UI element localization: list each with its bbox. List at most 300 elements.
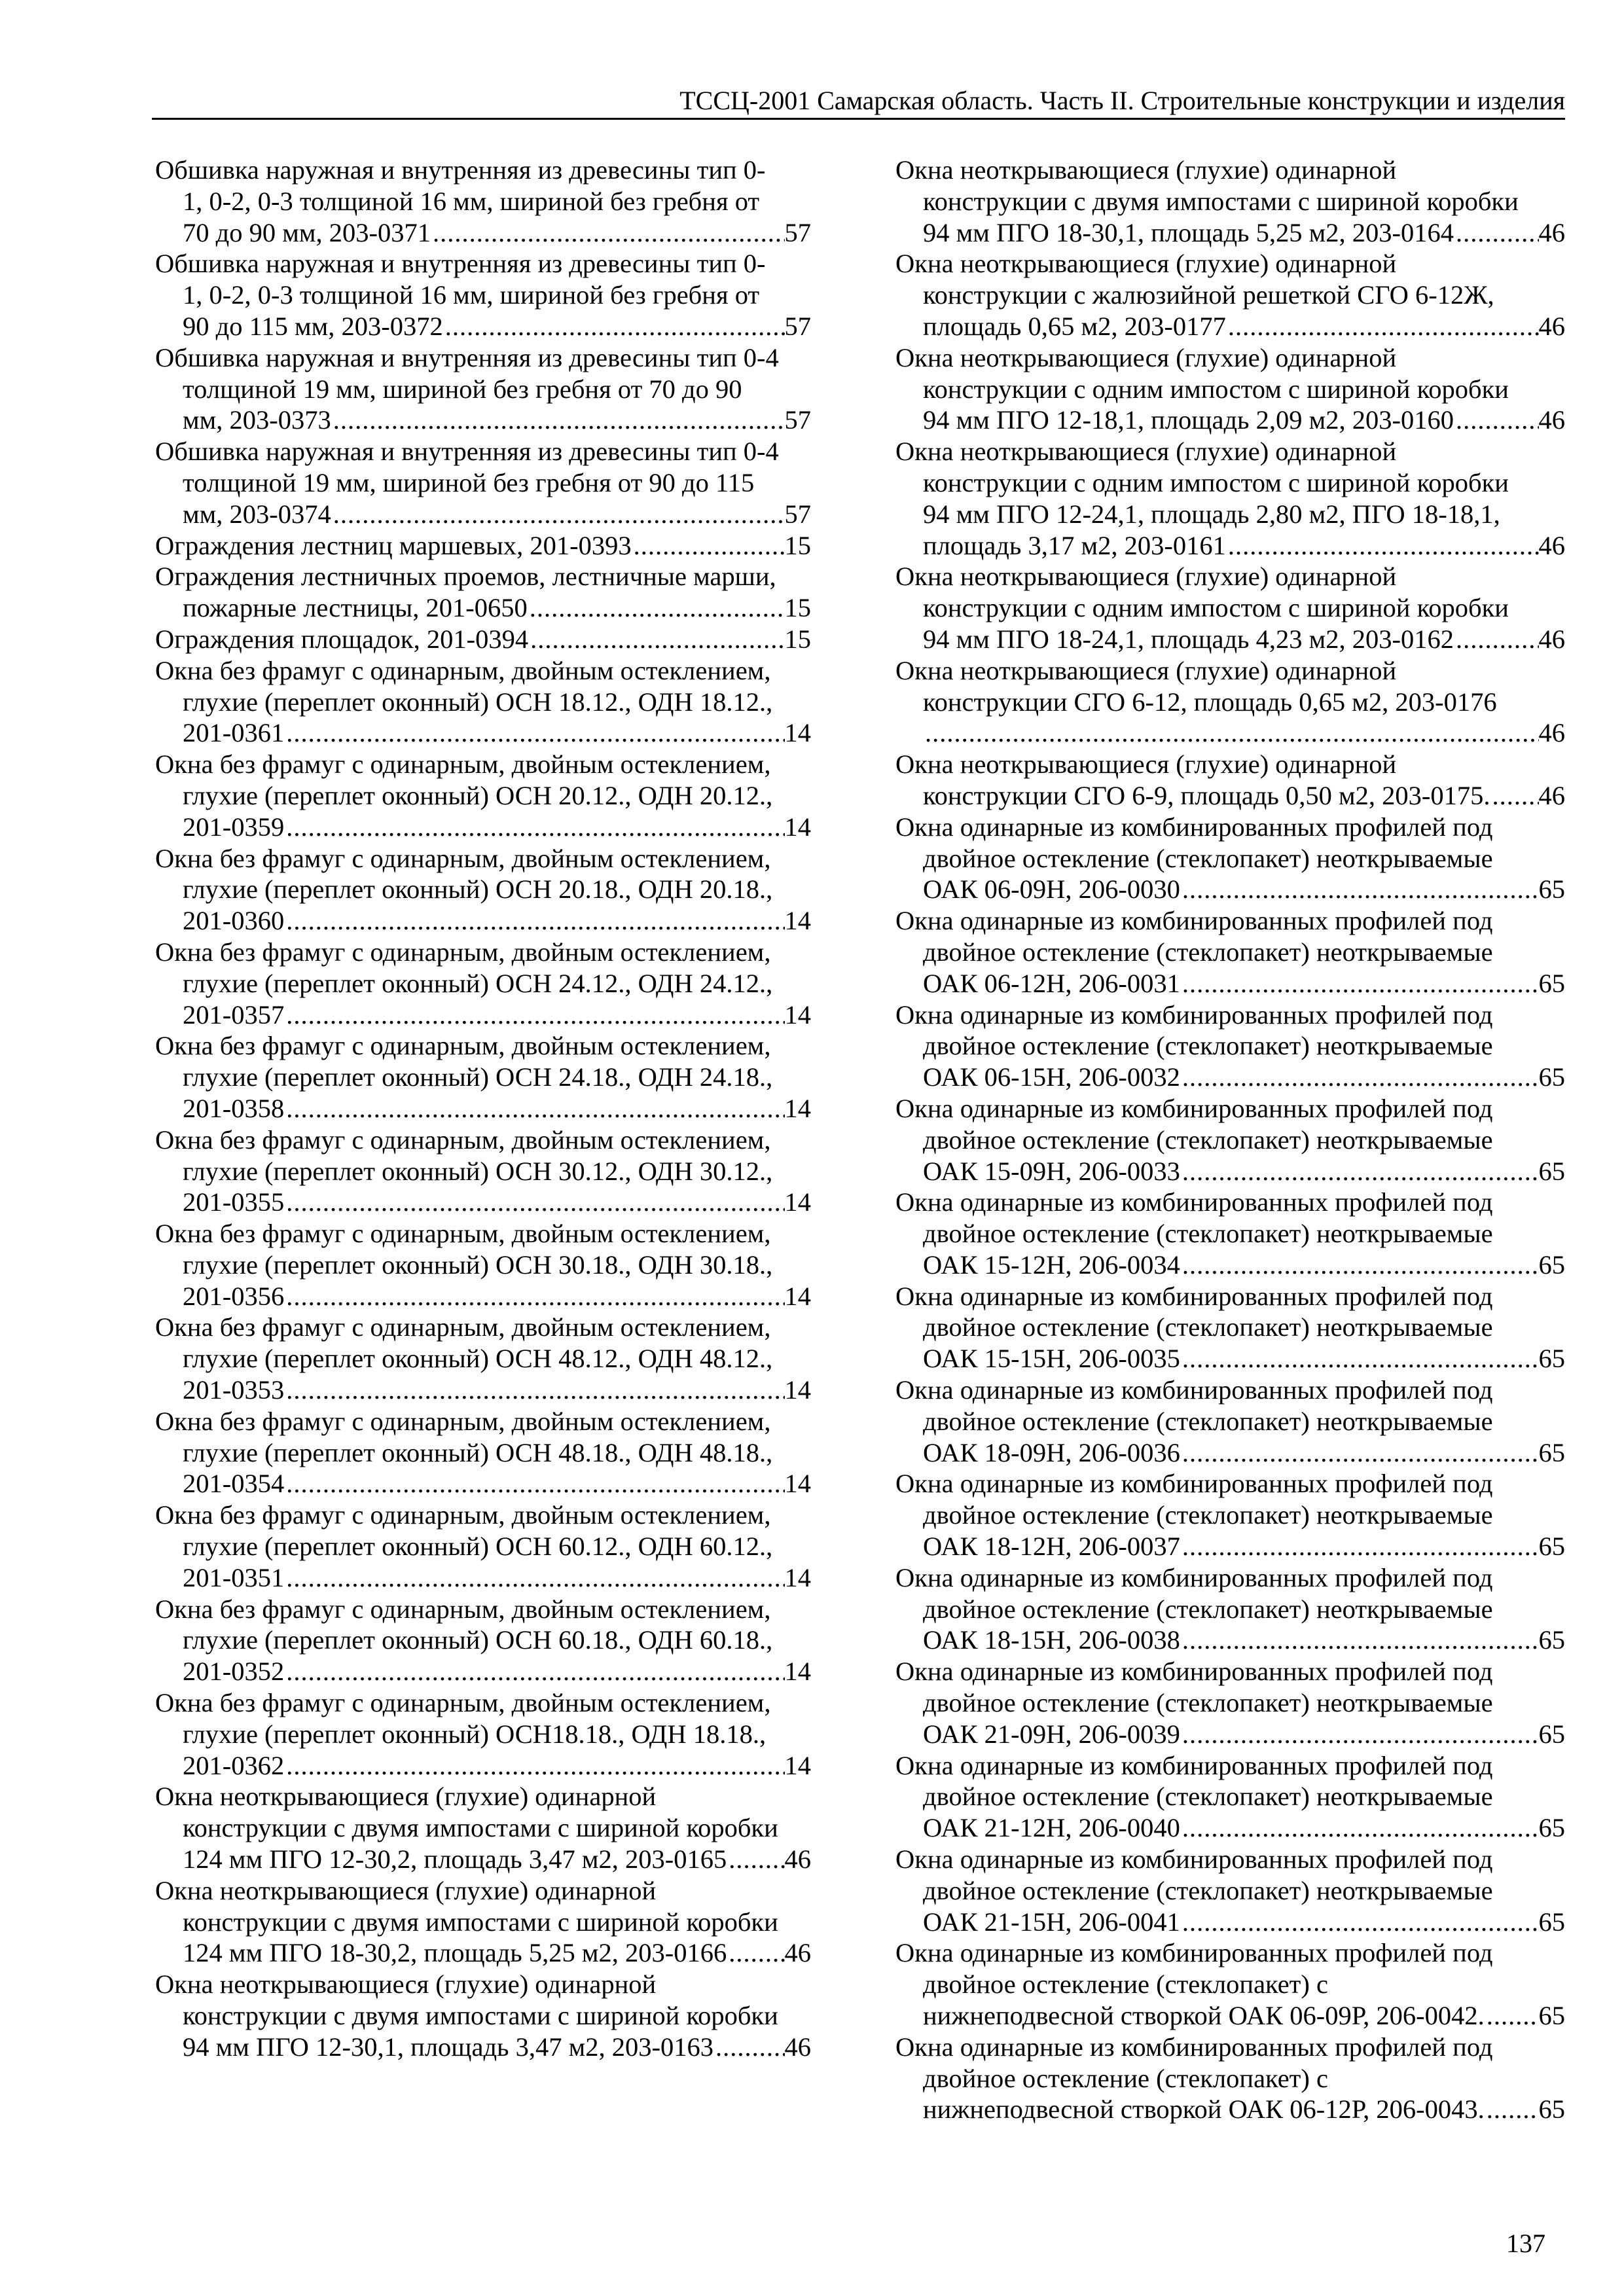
dot-leader (1490, 780, 1539, 812)
index-entry (155, 749, 811, 842)
index-entry (155, 1124, 811, 1218)
index-entry-text-line: Обшивка наружная и внутренняя из древесины тип 0-4 (155, 437, 779, 467)
index-entry-text-line: конструкции СГО 6-12, площадь 0,65 м2, 203-0176 (923, 687, 1497, 717)
index-entry-text-line: глухие (переплет оконный) ОСН 24.12., ОДН 24.12., (183, 968, 773, 998)
index-entry-text-line: двойное остекление (стеклопакет) неоткрываемые (923, 1782, 1493, 1812)
index-entry (155, 1406, 811, 1499)
index-entry-final-text: 94 мм ПГО 12-30,1, площадь 3,47 м2, 203-0163 (183, 2032, 714, 2062)
index-entry-page-ref: 14 (784, 1281, 811, 1311)
index-entry-last-line (155, 592, 811, 624)
index-entry-text-line: Окна без фрамуг с одинарным, двойным остеклением, (155, 1124, 771, 1155)
dot-leader (1180, 1719, 1539, 1750)
index-entry-page-ref: 65 (1538, 1156, 1565, 1186)
index-entry (155, 248, 811, 342)
dot-leader (1226, 311, 1539, 342)
index-entry (895, 655, 1565, 749)
dot-leader (284, 1374, 784, 1406)
index-entry-text-line: Окна без фрамуг с одинарным, двойным остеклением, (155, 1688, 771, 1718)
index-entry (155, 1875, 811, 1969)
index-entry-last-line (155, 311, 811, 342)
index-entry-final-text: ОАК 21-12Н, 206-0040 (923, 1813, 1180, 1843)
dot-leader (284, 1093, 784, 1124)
index-entry-page-ref: 14 (784, 1375, 811, 1405)
index-entry (895, 561, 1565, 655)
index-entry-page-ref: 46 (784, 1844, 811, 1874)
index-entry-final-text: Ограждения лестниц маршевых, 201-0393 (155, 530, 632, 560)
index-entry-text-line: толщиной 19 мм, шириной без гребня от 90 до 115 (183, 467, 755, 497)
index-entry (155, 436, 811, 529)
index-entry (155, 1687, 811, 1781)
index-entry-text-line: 1, 0-2, 0-3 толщиной 16 мм, шириной без гребня от (183, 186, 760, 216)
index-entry-page-ref: 15 (784, 624, 811, 654)
index-entry-text-line: Окна неоткрывающиеся (глухие) одинарной (895, 655, 1397, 685)
index-entry-final-text: 201-0354 (183, 1469, 285, 1499)
index-entry-page-ref: 15 (784, 530, 811, 560)
index-entry-text-line: Окна без фрамуг с одинарным, двойным остеклением, (155, 1312, 771, 1342)
index-entry-text-line: двойное остекление (стеклопакет) неоткрываемые (923, 1031, 1493, 1061)
index-entry-text-line: 1, 0-2, 0-3 толщиной 16 мм, шириной без гребня от (183, 280, 760, 310)
index-entry-page-ref: 57 (784, 311, 811, 341)
index-entry (895, 342, 1565, 436)
index-entry (155, 843, 811, 937)
index-entry-text-line: Окна одинарные из комбинированных профилей под (895, 1375, 1493, 1405)
index-entry-page-ref: 14 (784, 1750, 811, 1780)
index-entry-last-line (895, 717, 1565, 749)
index-entry-page-ref: 65 (1538, 1907, 1565, 1937)
index-entry (155, 937, 811, 1030)
index-entry-last-line (155, 812, 811, 843)
index-entry-last-line (895, 1812, 1565, 1844)
dot-leader (284, 1187, 784, 1218)
dot-leader (331, 404, 785, 436)
index-entry (155, 1218, 811, 1312)
dot-leader (284, 1750, 784, 1782)
dot-leader (284, 812, 784, 843)
index-entry-page-ref: 14 (784, 1657, 811, 1687)
index-entry-text-line: Окна неоткрывающиеся (глухие) одинарной (895, 749, 1397, 780)
index-entry-text-line: двойное остекление (стеклопакет) неоткрываемые (923, 1219, 1493, 1249)
dot-leader (443, 311, 785, 342)
index-column-right (895, 154, 1565, 2125)
index-entry-text-line: двойное остекление (стеклопакет) неоткрываемые (923, 1688, 1493, 1718)
index-entry-last-line (155, 717, 811, 749)
index-entry (155, 1030, 811, 1124)
index-entry-text-line: Окна одинарные из комбинированных профилей под (895, 2032, 1493, 2062)
index-entry-text-line: Окна одинарные из комбинированных профилей под (895, 906, 1493, 936)
index-entry-page-ref: 14 (784, 906, 811, 936)
index-entry-final-text: пожарные лестницы, 201-0650 (183, 593, 528, 623)
index-entry-page-ref: 46 (784, 2032, 811, 2062)
index-entry-text-line: конструкции с жалюзийной решеткой СГО 6-12Ж, (923, 280, 1494, 310)
index-entry-last-line (155, 999, 811, 1031)
index-entry (895, 999, 1565, 1093)
index-entry-text-line: Окна без фрамуг с одинарным, двойным остеклением, (155, 749, 771, 780)
index-entry-final-text: ОАК 18-15Н, 206-0038 (923, 1625, 1180, 1655)
index-entry-final-text: ОАК 18-09Н, 206-0036 (923, 1437, 1180, 1467)
index-entry (155, 342, 811, 436)
index-entry-text-line: глухие (переплет оконный) ОСН 60.12., ОДН 60.12., (183, 1532, 773, 1562)
index-entry-page-ref: 14 (784, 812, 811, 842)
index-entry-page-ref: 65 (1538, 1249, 1565, 1280)
dot-leader (1454, 217, 1538, 249)
index-entry-page-ref: 46 (1538, 217, 1565, 247)
index-entry-final-text: 201-0361 (183, 718, 285, 748)
index-entry (895, 2032, 1565, 2125)
index-entry-text-line: глухие (переплет оконный) ОСН 20.12., ОДН 20.12., (183, 780, 773, 810)
index-entry-text-line: Обшивка наружная и внутренняя из древесины тип 0- (155, 249, 766, 279)
index-entry-page-ref: 14 (784, 999, 811, 1030)
dot-leader (1454, 404, 1538, 436)
index-entry-last-line (895, 1719, 1565, 1750)
index-entry-text-line: Окна одинарные из комбинированных профилей под (895, 1187, 1493, 1217)
index-entry-last-line (895, 404, 1565, 436)
dot-leader (331, 499, 785, 530)
index-entry-text-line: Окна одинарные из комбинированных профилей под (895, 1750, 1493, 1780)
index-entry-text-line: Окна одинарные из комбинированных профилей под (895, 1093, 1493, 1123)
index-entry-text-line: глухие (переплет оконный) ОСН 18.12., ОДН 18.12., (183, 687, 773, 717)
index-entry-page-ref: 65 (1538, 874, 1565, 905)
dot-leader (1485, 2000, 1539, 2032)
dot-leader (727, 1937, 784, 1969)
index-entry-page-ref: 65 (1538, 2001, 1565, 2031)
dot-leader (284, 905, 784, 937)
dot-leader (923, 717, 1539, 749)
index-entry-text-line: двойное остекление (стеклопакет) с (923, 2063, 1328, 2093)
index-entry-text-line: Окна одинарные из комбинированных профилей под (895, 812, 1493, 842)
index-entry-final-text: конструкции СГО 6-9, площадь 0,50 м2, 203-0175. (923, 780, 1490, 810)
index-entry-text-line: Окна одинарные из комбинированных профилей под (895, 1281, 1493, 1311)
index-entry-page-ref: 57 (784, 217, 811, 247)
index-entry-text-line: двойное остекление (стеклопакет) неоткрываемые (923, 1406, 1493, 1436)
index-entry (155, 1499, 811, 1593)
index-entry (155, 624, 811, 655)
index-entry (895, 436, 1565, 561)
dot-leader (1180, 874, 1539, 905)
index-entry-page-ref: 65 (1538, 1437, 1565, 1467)
index-entry (895, 1093, 1565, 1187)
index-entry-text-line: двойное остекление (стеклопакет) с (923, 1969, 1328, 2000)
index-entry-page-ref: 65 (1538, 1625, 1565, 1655)
index-entry-last-line (155, 1374, 811, 1406)
dot-leader (1180, 1907, 1539, 1938)
dot-leader (1180, 1812, 1539, 1844)
index-entry-final-text: ОАК 15-12Н, 206-0034 (923, 1249, 1180, 1280)
index-entry-text-line: конструкции с двумя импостами с шириной коробки (183, 2001, 778, 2031)
index-entry-final-text: 201-0356 (183, 1281, 285, 1311)
index-entry-text-line: Окна одинарные из комбинированных профилей под (895, 999, 1493, 1030)
index-entry (155, 655, 811, 749)
index-entry (895, 1468, 1565, 1562)
index-entry-last-line (895, 1437, 1565, 1469)
index-entry-text-line: двойное остекление (стеклопакет) неоткрываемые (923, 1500, 1493, 1530)
index-entry (895, 905, 1565, 999)
index-entry-final-text: 201-0353 (183, 1375, 285, 1405)
index-entry (155, 561, 811, 624)
index-entry (895, 1656, 1565, 1749)
index-entry-text-line: конструкции с одним импостом с шириной коробки (923, 374, 1509, 404)
index-entry-final-text: ОАК 21-15Н, 206-0041 (923, 1907, 1180, 1937)
index-entry-text-line: двойное остекление (стеклопакет) неоткрываемые (923, 1875, 1493, 1905)
index-entry-page-ref: 46 (784, 1938, 811, 1968)
index-entry-text-line: Обшивка наружная и внутренняя из древесины тип 0-4 (155, 342, 779, 372)
index-entry-text-line: конструкции с двумя импостами с шириной коробки (183, 1813, 778, 1843)
index-entry (895, 1374, 1565, 1468)
index-entry-last-line (895, 1249, 1565, 1281)
index-entry-final-text: 90 до 115 мм, 203-0372 (183, 311, 443, 341)
index-entry-text-line: Окна без фрамуг с одинарным, двойным остеклением, (155, 1406, 771, 1436)
index-entry-last-line (895, 311, 1565, 342)
index-entry-last-line (895, 1343, 1565, 1374)
dot-leader (713, 2032, 784, 2063)
index-entry-final-text: ОАК 15-15Н, 206-0035 (923, 1344, 1180, 1374)
index-entry-text-line: глухие (переплет оконный) ОСН 20.18., ОДН 20.18., (183, 874, 773, 905)
index-entry-final-text: 201-0351 (183, 1562, 285, 1592)
dot-leader (1180, 1624, 1539, 1656)
index-entry-final-text: Ограждения площадок, 201-0394 (155, 624, 529, 654)
index-entry-last-line (155, 1468, 811, 1499)
index-entry-last-line (155, 1656, 811, 1687)
index-entry-last-line (895, 1624, 1565, 1656)
index-entry-text-line: Окна неоткрывающиеся (глухие) одинарной (895, 562, 1397, 592)
index-entry-text-line: конструкции с одним импостом с шириной коробки (923, 593, 1509, 623)
index-entry-page-ref: 65 (1538, 1062, 1565, 1092)
index-entry-last-line (155, 1187, 811, 1218)
index-entry-text-line: Окна неоткрывающиеся (глухие) одинарной (155, 1875, 657, 1905)
index-entry-last-line (155, 1562, 811, 1594)
index-entry-final-text: ОАК 21-09Н, 206-0039 (923, 1719, 1180, 1749)
index-entry-text-line: конструкции с двумя импостами с шириной коробки (183, 1907, 778, 1937)
dot-leader (284, 999, 784, 1031)
header-rule (152, 118, 1565, 120)
index-entry-text-line: Окна одинарные из комбинированных профилей под (895, 1469, 1493, 1499)
index-entry-text-line: Окна одинарные из комбинированных профилей под (895, 1657, 1493, 1687)
index-entry-final-text: ОАК 15-09Н, 206-0033 (923, 1156, 1180, 1186)
index-entry-text-line: Окна неоткрывающиеся (глухие) одинарной (895, 249, 1397, 279)
index-entry-final-text: 201-0360 (183, 906, 285, 936)
index-entry (895, 1750, 1565, 1844)
index-entry-text-line: Ограждения лестничных проемов, лестничные марши, (155, 562, 776, 592)
index-entry (155, 1312, 811, 1405)
index-entry-final-text: 124 мм ПГО 12-30,2, площадь 3,47 м2, 203-0165 (183, 1844, 727, 1874)
index-entry-text-line: глухие (переплет оконный) ОСН 60.18., ОДН 60.18., (183, 1625, 773, 1655)
index-entry-page-ref: 65 (1538, 1344, 1565, 1374)
index-column-left (155, 154, 811, 2063)
index-entry-page-ref: 14 (784, 1093, 811, 1123)
index-entry-page-ref: 46 (1538, 718, 1565, 748)
index-entry-last-line (155, 624, 811, 655)
dot-leader (1454, 624, 1538, 655)
index-entry-text-line: Обшивка наружная и внутренняя из древесины тип 0- (155, 155, 766, 185)
index-entry-final-text: мм, 203-0374 (183, 499, 331, 529)
index-entry-final-text: 124 мм ПГО 18-30,2, площадь 5,25 м2, 203-0166 (183, 1938, 727, 1968)
dot-leader (1226, 530, 1539, 562)
dot-leader (1180, 1531, 1539, 1562)
index-entry-text-line: Окна без фрамуг с одинарным, двойным остеклением, (155, 843, 771, 873)
index-entry-page-ref: 65 (1538, 2094, 1565, 2125)
index-entry-final-text: 201-0357 (183, 999, 285, 1030)
dot-leader (284, 717, 784, 749)
index-entry (895, 1937, 1565, 2031)
index-entry (895, 1281, 1565, 1374)
index-entry-final-text: ОАК 06-12Н, 206-0031 (923, 968, 1180, 998)
index-entry-text-line: Окна неоткрывающиеся (глухие) одинарной (895, 437, 1397, 467)
index-entry-text-line: Окна одинарные из комбинированных профилей под (895, 1562, 1493, 1592)
index-entry-text-line: двойное остекление (стеклопакет) неоткрываемые (923, 843, 1493, 873)
index-entry-text-line: глухие (переплет оконный) ОСН 48.12., ОДН 48.12., (183, 1344, 773, 1374)
index-entry-final-text: 94 мм ПГО 12-18,1, площадь 2,09 м2, 203-0160 (923, 405, 1454, 435)
index-entry-text-line: Окна без фрамуг с одинарным, двойным остеклением, (155, 1500, 771, 1530)
index-entry-text-line: глухие (переплет оконный) ОСН 30.18., ОДН 30.18., (183, 1249, 773, 1280)
dot-leader (284, 1468, 784, 1499)
index-entry-last-line (155, 1750, 811, 1782)
index-entry-text-line: глухие (переплет оконный) ОСН 30.12., ОДН 30.12., (183, 1156, 773, 1186)
index-entry (155, 1594, 811, 1687)
index-entry (895, 749, 1565, 812)
index-entry-last-line (155, 499, 811, 530)
index-entry-text-line: конструкции с двумя импостами с шириной коробки (923, 186, 1519, 216)
index-entry (895, 1562, 1565, 1656)
dot-leader (1180, 1062, 1539, 1093)
index-entry-final-text: 94 мм ПГО 18-24,1, площадь 4,23 м2, 203-0162 (923, 624, 1454, 654)
index-entry-text-line: Окна одинарные из комбинированных профилей под (895, 1844, 1493, 1874)
index-entry-page-ref: 65 (1538, 1813, 1565, 1843)
index-entry-text-line: конструкции с одним импостом с шириной коробки (923, 467, 1509, 497)
dot-leader (528, 624, 784, 655)
dot-leader (284, 1281, 784, 1312)
dot-leader (284, 1562, 784, 1594)
index-entry-page-ref: 46 (1538, 780, 1565, 810)
index-entry-text-line: двойное остекление (стеклопакет) неоткрываемые (923, 1594, 1493, 1624)
index-entry-last-line (895, 530, 1565, 562)
index-entry-final-text: ОАК 18-12Н, 206-0037 (923, 1532, 1180, 1562)
index-entry-page-ref: 57 (784, 405, 811, 435)
index-entry-last-line (155, 217, 811, 249)
index-entry-page-ref: 57 (784, 499, 811, 529)
index-entry-page-ref: 46 (1538, 405, 1565, 435)
index-entry-page-ref: 46 (1538, 311, 1565, 341)
index-entry-last-line (155, 1093, 811, 1124)
dot-leader (727, 1844, 784, 1875)
index-entry-text-line: Окна без фрамуг с одинарным, двойным остеклением, (155, 1219, 771, 1249)
dot-leader (528, 592, 785, 624)
index-entry (155, 154, 811, 248)
index-entry-last-line (895, 217, 1565, 249)
dot-leader (1180, 968, 1539, 999)
index-entry-last-line (895, 2000, 1565, 2032)
index-entry-final-text: 201-0352 (183, 1657, 285, 1687)
dot-leader (632, 530, 785, 562)
index-entry-page-ref: 14 (784, 1469, 811, 1499)
dot-leader (284, 1656, 784, 1687)
index-entry-text-line: двойное остекление (стеклопакет) неоткрываемые (923, 1124, 1493, 1155)
index-entry (895, 1187, 1565, 1280)
index-entry-text-line: Окна неоткрывающиеся (глухие) одинарной (895, 155, 1397, 185)
index-entry-text-line: двойное остекление (стеклопакет) неоткрываемые (923, 1312, 1493, 1342)
index-entry-last-line (895, 968, 1565, 999)
index-entry-last-line (895, 624, 1565, 655)
index-entry-final-text: площадь 0,65 м2, 203-0177 (923, 311, 1226, 341)
index-entry-text-line: Окна неоткрывающиеся (глухие) одинарной (155, 1969, 657, 2000)
index-entry-last-line (155, 530, 811, 562)
index-entry-last-line (155, 1844, 811, 1875)
index-entry-last-line (155, 1281, 811, 1312)
index-entry-final-text: ОАК 06-09Н, 206-0030 (923, 874, 1180, 905)
index-entry-text-line: Окна без фрамуг с одинарным, двойным остеклением, (155, 1031, 771, 1061)
index-entry-text-line: Окна неоткрывающиеся (глухие) одинарной (895, 342, 1397, 372)
index-entry (895, 248, 1565, 342)
index-entry-final-text: площадь 3,17 м2, 203-0161 (923, 530, 1226, 560)
index-entry-final-text: нижнеподвесной створкой ОАК 06-09Р, 206-0042. (923, 2001, 1485, 2031)
index-entry-last-line (895, 1907, 1565, 1938)
index-entry-text-line: Окна одинарные из комбинированных профилей под (895, 1938, 1493, 1968)
index-entry-last-line (895, 2094, 1565, 2125)
index-entry-final-text: нижнеподвесной створкой ОАК 06-12Р, 206-0043. (923, 2094, 1485, 2125)
index-entry-page-ref: 46 (1538, 530, 1565, 560)
page-number: 137 (1506, 2229, 1545, 2258)
index-entry-text-line: глухие (переплет оконный) ОСН 48.18., ОДН 48.18., (183, 1437, 773, 1467)
dot-leader (1180, 1437, 1539, 1469)
index-entry-last-line (895, 1156, 1565, 1187)
index-entry-page-ref: 65 (1538, 968, 1565, 998)
index-entry-last-line (155, 2032, 811, 2063)
dot-leader (1485, 2094, 1539, 2125)
index-entry-last-line (895, 1531, 1565, 1562)
index-entry-last-line (155, 404, 811, 436)
index-entry-final-text: 201-0362 (183, 1750, 285, 1780)
index-entry-page-ref: 65 (1538, 1532, 1565, 1562)
index-entry (155, 1781, 811, 1874)
index-entry-page-ref: 65 (1538, 1719, 1565, 1749)
index-entry-text-line: двойное остекление (стеклопакет) неоткрываемые (923, 937, 1493, 967)
dot-leader (1180, 1343, 1539, 1374)
index-entry-last-line (155, 1937, 811, 1969)
dot-leader (1180, 1156, 1539, 1187)
index-entry-page-ref: 14 (784, 1562, 811, 1592)
index-entry-page-ref: 14 (784, 1187, 811, 1217)
index-entry-text-line: глухие (переплет оконный) ОСН18.18., ОДН 18.18., (183, 1719, 767, 1749)
index-entry (155, 1969, 811, 2062)
dot-leader (431, 217, 785, 249)
index-entry-text-line: 94 мм ПГО 12-24,1, площадь 2,80 м2, ПГО 18-18,1, (923, 499, 1500, 529)
index-entry-text-line: Окна без фрамуг с одинарным, двойным остеклением, (155, 937, 771, 967)
index-entry-page-ref: 15 (784, 593, 811, 623)
index-entry-final-text: 201-0355 (183, 1187, 285, 1217)
index-entry-last-line (155, 905, 811, 937)
index-entry-page-ref: 46 (1538, 624, 1565, 654)
index-entry-final-text: ОАК 06-15Н, 206-0032 (923, 1062, 1180, 1092)
index-entry-last-line (895, 780, 1565, 812)
index-entry-text-line: глухие (переплет оконный) ОСН 24.18., ОДН 24.18., (183, 1062, 773, 1092)
index-entry-text-line: Окна неоткрывающиеся (глухие) одинарной (155, 1782, 657, 1812)
index-entry-text-line: толщиной 19 мм, шириной без гребня от 70 до 90 (183, 374, 742, 404)
index-entry-final-text: мм, 203-0373 (183, 405, 331, 435)
index-entry-last-line (895, 1062, 1565, 1093)
index-entry-page-ref: 14 (784, 718, 811, 748)
index-entry-text-line: Окна без фрамуг с одинарным, двойным остеклением, (155, 655, 771, 685)
index-entry (155, 530, 811, 562)
index-entry-final-text: 94 мм ПГО 18-30,1, площадь 5,25 м2, 203-0164 (923, 217, 1454, 247)
index-entry-last-line (895, 874, 1565, 905)
dot-leader (1180, 1249, 1539, 1281)
index-entry-final-text: 70 до 90 мм, 203-0371 (183, 217, 431, 247)
index-entry-text-line: Окна без фрамуг с одинарным, двойным остеклением, (155, 1594, 771, 1624)
index-entry (895, 154, 1565, 248)
index-entry (895, 1844, 1565, 1937)
index-entry-final-text: 201-0359 (183, 812, 285, 842)
running-header-title: ТССЦ-2001 Самарская область. Часть II. Строительные конструкции и изделия (679, 86, 1565, 115)
index-entry (895, 812, 1565, 905)
index-entry-final-text: 201-0358 (183, 1093, 285, 1123)
